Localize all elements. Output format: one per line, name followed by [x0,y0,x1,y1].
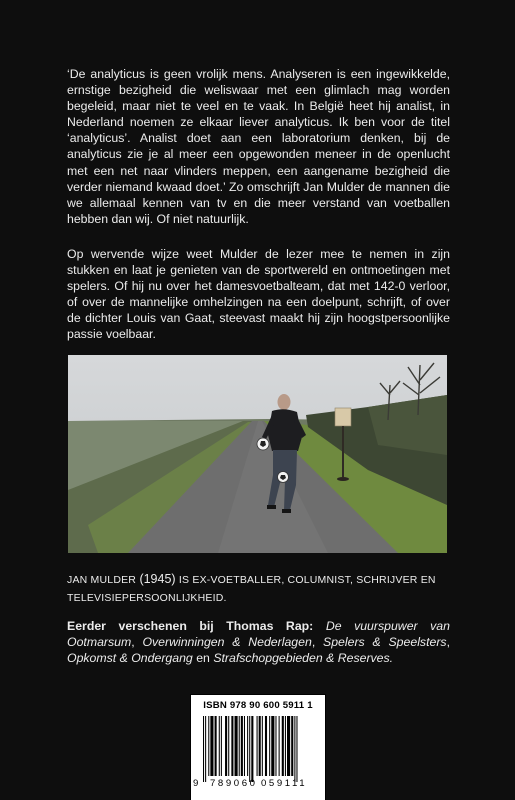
book-title: Strafschopgebieden & Reserves. [213,651,394,665]
barcode-bar [239,716,240,776]
barcode-bar [257,716,258,776]
barcode-bar [249,716,250,782]
earlier-publications-lead: Eerder verschenen bij Thomas Rap: [67,619,314,633]
barcode-bar [271,716,274,776]
author-bio [67,571,450,607]
barcode-bar [225,716,227,776]
barcode-bar [269,716,270,776]
barcode-digit-first: 9 [193,778,199,789]
barcode-bar [228,716,229,776]
barcode-bar [296,716,297,782]
barcode-bar [235,716,238,776]
book-title: Spelers & Speelsters [323,635,447,649]
author-birth-year: (1945) [139,572,176,586]
barcode-digits-left: 789060 [210,778,258,789]
barcode-bar [221,716,222,776]
barcode-bar [231,716,233,776]
book-title: Overwinningen & Nederlagen [142,635,312,649]
blurb-quote-paragraph: ‘De analyticus is geen vrolijk mens. Analyseren is een ingewikkelde, ernstige bezigheid die weliswaar met een glimlach mag worden begeleid, maar niet te veel en te vaak. In België heet hij analist, in Nederland noemen ze elkaar liever analyticus. Ik ben voor de titel ‘analyticus’. Analist doet aan een laboratorium denken, bij de analyticus zie je al meer een opgewonden meneer in de openlucht met een net naar vlinders meppen, een aangename bezigheid die verder niemand kwaad doet.’ Zo omschrijft Jan Mulder de mannen die we allemaal kennen van tv en die meer verstand van voetballen hebben dan wij. Of niet natuurlijk. [67,67,450,226]
barcode-bar [244,716,245,776]
barcode-bar [219,716,220,776]
barcode-bar [275,716,276,776]
blurb-description-paragraph: Op wervende wijze weet Mulder de lezer mee te nemen in zijn stukken en laat je genieten van de sportwereld en ontmoetingen met spelers. Of hij nu over het damesvoetbalteam, dat met 142-0 verloor, of over de mannelijke omhelzingen na een doelpunt, schrijft, of over de dichter Louis van Gaat, steevast maakt hij zijn hoogstpersoonlijke passie voelbaar. [67,247,450,342]
barcode-bar [265,716,267,776]
barcode-bar [285,716,286,776]
barcode-bar [241,716,243,776]
book-title: Opkomst & Ondergang [67,651,193,665]
author-name: JAN MULDER [67,574,137,586]
barcode-bar [203,716,204,782]
barcode-bar [279,716,280,776]
author-bio-text: IS EX-VOETBALLER, COLUMNIST, SCHRIJVER EN TELEVISIEPERSOONLIJKHEID. [67,574,436,604]
barcode-bar [247,716,248,776]
barcode-bar [208,716,209,776]
barcode-bar [287,716,290,776]
isbn-barcode [190,694,326,800]
author-photo [68,355,447,553]
barcode-digits-right: 059111 [261,778,308,789]
barcode-bar [210,716,213,776]
barcode-bars [203,716,315,782]
conjunction: en [196,651,210,665]
barcode-bar [282,716,284,776]
barcode-bar [259,716,261,776]
barcode-bar [291,716,293,776]
earlier-publications: Eerder verschenen bij Thomas Rap: De vuurspuwer van Ootmarsum, Overwinningen & Nederlagen, Spelers & Speelsters, Opkomst & Ondergang en Strafschopgebieden & Reserves. [67,619,450,665]
isbn-label: ISBN 978 90 600 5911 1 [203,700,313,711]
barcode-bar [262,716,263,776]
barcode-bar [205,716,206,782]
barcode-bar [251,716,253,782]
book-title: De vuurspuwer van Ootmarsum [67,619,450,649]
barcode-bar [294,716,295,782]
barcode-bar [215,716,217,776]
